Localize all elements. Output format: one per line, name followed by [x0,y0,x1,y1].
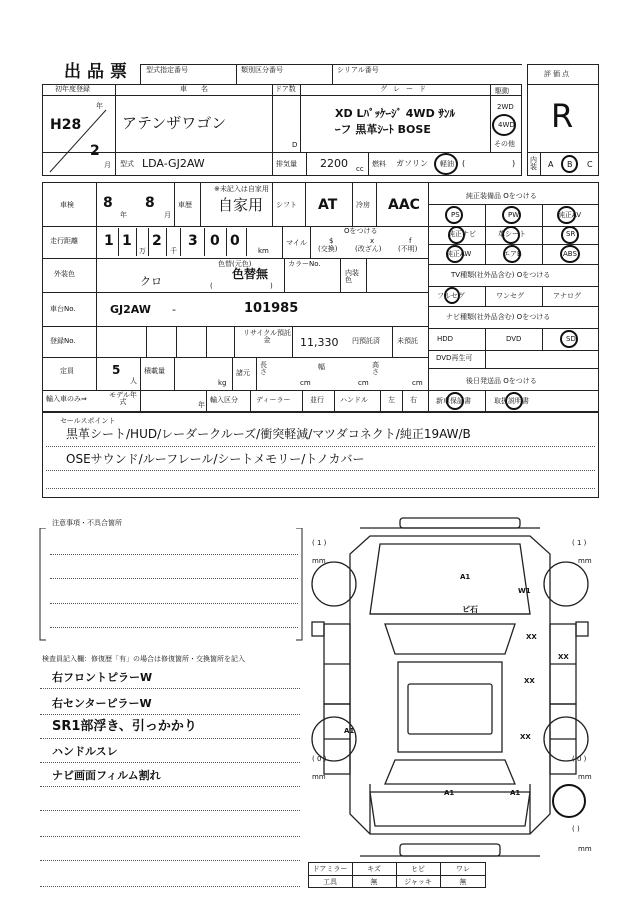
equipment-title: 純正装備品 Oをつける [466,192,537,200]
color-change-label: 色替(元色) [218,260,252,268]
mileage-digit-6: 0 [230,233,240,249]
score-value: R [551,97,574,135]
equip-pw: PW [508,211,520,219]
color-label: 外装色 [54,270,75,278]
interior-label: 内装 [530,156,537,171]
mileage-digit-1: 1 [104,233,114,249]
meter-swap-mark: $ [329,237,334,245]
recycle-amount: 11,330 [300,336,339,349]
table-header-scratch: キズ [367,865,381,873]
car-name-label: 車名 [180,85,222,93]
aircon-label: 冷房 [356,201,370,209]
drive-4wd-circle [492,114,516,136]
man-unit: 万 [139,247,146,255]
first-reg-label: 初年度登録 [55,85,90,93]
equip-abs-circle [560,245,580,263]
inspector-line-5: ナビ画面フィルム割れ [52,769,161,782]
equip-abs: ABS [563,250,577,258]
mileage-digit-4: 3 [188,233,198,249]
car-diagram [310,514,590,864]
navi-dvd: DVD [506,335,522,343]
score-label: 評価点 [544,70,571,78]
meter-altered-label: (改ざん) [355,245,382,253]
depth-spare: ( ) [572,825,580,833]
aircon-value: AAC [388,197,420,213]
inspector-line-3: SR1部浮き、引っかかり [52,719,197,734]
equip-leather: 革シート [498,230,526,238]
navi-sd-circle [560,330,578,348]
length-label: 長さ [260,361,267,376]
navi-title: ナビ種類(社外品含む) Oをつける [446,313,551,321]
import-label: 輸入車のみ⇒ [46,395,87,403]
tv-fullseg-circle [444,287,460,304]
drive-4wd: 4WD [498,121,515,129]
caution-label: 注意事項・不具合箇所 [52,519,122,527]
shaken-year: 8 [103,195,113,211]
grade-line1: XD Lﾊﾟｯｹｰｼﾞ 4WD ｻﾝﾙ [335,107,456,120]
mark-rear-bumper-right: A1 [510,789,521,797]
month-unit: 月 [104,161,111,169]
reg-no-label: 登録No. [50,337,76,345]
import-class-label: 輸入区分 [210,396,238,404]
height-cm: cm [412,379,423,387]
navi-hdd: HDD [437,335,454,343]
depth-top-left: ( 1 ) [312,539,327,547]
color-value: クロ [140,275,162,288]
color-no-label: カラーNo. [288,260,321,268]
mark-left-rear-wheel: A1 [344,727,355,735]
handle-left: 左 [388,396,395,404]
mileage-label: 走行距離 [50,237,78,245]
sen-unit: 千 [170,247,177,255]
displacement-label: 排気量 [276,160,297,168]
mark-right-rear-fender: XX [520,733,531,741]
capacity-label: 定員 [60,367,74,375]
drive-2wd: 2WD [497,103,514,111]
docs-warranty: 新車保証書 [436,397,471,405]
usage-value: 自家用 [218,196,264,214]
mileage-digit-5: 0 [210,233,220,249]
shaken-label: 車検 [60,201,74,209]
table-value-jack-status: 無 [459,878,467,886]
equip-airbag-circle [503,245,521,263]
docs-manual: 取扱説明書 [494,397,529,405]
sales-points-line2: OSEサウンド/ルーフレール/シートメモリー/トノカバー [66,452,365,466]
handle-label: ハンドル [340,396,368,404]
door-value: D [292,141,298,149]
chassis-number: 101985 [244,301,299,316]
meter-circle-instruction: Oをつける [344,227,378,235]
equip-ps: PS [451,211,460,219]
fuel-paren-close: ) [512,159,516,168]
mile-label: マイル [286,239,307,247]
mark-rear-bumper-left: A1 [444,789,455,797]
inspector-line-2: 右センターピラーW [52,697,152,710]
table-header-crack: ヒビ [411,865,425,873]
serial-no-label: シリアル番号 [337,66,379,74]
depth-top-right: ( 1 ) [572,539,587,547]
mileage-digit-2: 1 [122,233,132,249]
inspector-line-1: 右フロントピラーW [52,671,153,684]
docs-title: 後日発送品 Oをつける [466,377,537,385]
shaken-month: 8 [145,195,155,211]
tv-oneseg: ワンセグ [496,292,524,300]
year-unit: 年 [96,102,103,110]
usage-label: 車歴 [178,201,192,209]
katashiki-no-label: 型式指定番号 [146,66,188,74]
mark-right-front-door: XX [526,633,537,641]
mark-front-bumper: A1 [460,573,471,581]
cc-unit: cc [356,165,364,173]
depth-bottom-right-unit: mm [578,773,592,781]
meter-unknown-label: (不明) [398,245,418,253]
handle-right: 右 [410,396,417,404]
equip-ps-circle [445,206,463,224]
equip-leather-circle [502,226,520,244]
dvd-playback-label: DVD再生可 [436,354,473,362]
docs-manual-circle [505,392,523,410]
usage-note: ※未記入は自家用 [214,185,269,193]
mark-windshield: ピ石 [462,605,478,614]
color-change-paren-open: ( [210,282,213,290]
recycle-label: リサイクル預託金 [242,329,292,344]
equip-aw-circle [446,245,464,263]
model-label: 型式 [120,160,134,168]
mark-right-rear-door: XX [524,677,535,685]
capacity-unit: 人 [130,377,137,385]
table-value-tool: 工具 [323,878,337,886]
docs-warranty-circle [446,392,464,410]
tv-title: TV種類(社外品含む) Oをつける [451,271,551,279]
table-header-break: ワレ [456,865,470,873]
equip-navi-circle [448,226,465,244]
equip-navi: 純正ナビ [448,230,476,238]
import-year-unit: 年 [198,401,205,409]
depth-bottom-left: ( 0 ) [312,755,327,763]
navi-sd: SD [566,335,576,343]
dealer-option: ディーラー [256,396,291,404]
interior-a: A [548,160,554,169]
drive-label: 駆動 [495,87,509,95]
sales-points-label: セールスポイント [60,417,116,425]
table-value-tool-status: 無 [370,878,378,886]
interior-b-circle [561,155,578,173]
fuel-diesel-circle [434,153,458,175]
meter-altered-mark: x [370,237,375,245]
displacement-value: 2200 [320,157,348,170]
equip-airbag: エアB [503,250,522,258]
capacity-value: 5 [112,363,121,377]
color-change-value: 色替無 [232,267,269,281]
model-value: LDA-GJ2AW [142,157,205,170]
door-label: ドア数 [275,85,296,93]
equip-sr-circle [561,226,579,244]
shaken-year-unit: 年 [120,211,127,219]
car-name: アテンザワゴン [122,114,227,132]
interior-color-label: 内装色 [345,269,359,284]
fuel-paren-open: ( [462,159,466,168]
mark-right-fender: W1 [518,587,531,595]
recycle-not: 未預託 [397,337,418,345]
fuel-diesel: 軽油 [440,160,454,168]
meter-unknown-mark: f [409,237,412,245]
load-label: 積載量 [144,367,165,375]
equip-pw-circle [502,206,521,224]
chassis-dash: - [172,303,176,316]
grade-line2: ｰフ 黒革ｼｰﾄ BOSE [335,123,431,136]
depth-bottom-left-unit: mm [312,773,326,781]
depth-bottom-right: ( 0 ) [572,755,587,763]
width-label: 幅 [318,363,325,371]
spare-tire-circle [552,784,586,818]
kg-unit: kg [218,379,227,387]
depth-top-right-unit: mm [578,557,592,565]
grade-label: グレード [380,85,432,93]
meter-swap-label: (交換) [318,245,338,253]
equip-aw: 純正AW [446,250,472,258]
km-unit: km [258,247,269,255]
chassis-prefix: GJ2AW [110,303,151,316]
fuel-label: 燃料 [372,160,386,168]
caution-bracket [38,528,308,648]
chassis-label: 車台No. [50,305,76,313]
page-title: 出品票 [64,62,133,82]
shaken-month-unit: 月 [164,211,171,219]
mark-right-pillar: XX [558,653,569,661]
table-header-mirror: ドアミラー [312,865,348,873]
sales-points-line1: 黒革シート/HUD/レーダークルーズ/衝突軽減/マツダコネクト/純正19AW/B [66,427,471,441]
shift-value: AT [318,197,338,213]
width-cm: cm [358,379,369,387]
equip-av: 純正AV [558,211,582,219]
first-reg-month: 2 [90,143,100,159]
depth-top-left-unit: mm [312,557,326,565]
fuel-gasoline: ガソリン [396,159,428,168]
equip-av-circle [557,206,576,224]
first-reg-year: H28 [50,117,82,133]
length-cm: cm [300,379,311,387]
table-value-jack: ジャッキ [404,878,432,886]
drive-other: その他 [494,140,515,148]
mileage-digit-3: 2 [152,233,162,249]
interior-c: C [587,160,593,169]
model-year-label: モデル年式 [109,391,137,406]
parallel-option: 並行 [310,396,324,404]
ruibetsu-no-label: 類別区分番号 [241,66,283,74]
depth-spare-unit: mm [578,845,592,853]
inspector-line-4: ハンドルスレ [52,745,118,758]
tv-fullseg: フルセグ [437,292,465,300]
shift-label: シフト [276,201,297,209]
inspector-label: 検査員記入欄：修復歴「有」の場合は修復箇所・交換箇所を記入 [42,655,245,663]
interior-b: B [567,160,573,169]
recycle-deposited: 円預託済 [352,337,380,345]
dims-label: 諸元 [236,369,250,377]
equip-sr: SR [566,230,576,238]
color-change-paren-close: ) [270,282,273,290]
height-label: 高さ [372,361,379,376]
tv-analog: アナログ [553,292,581,300]
